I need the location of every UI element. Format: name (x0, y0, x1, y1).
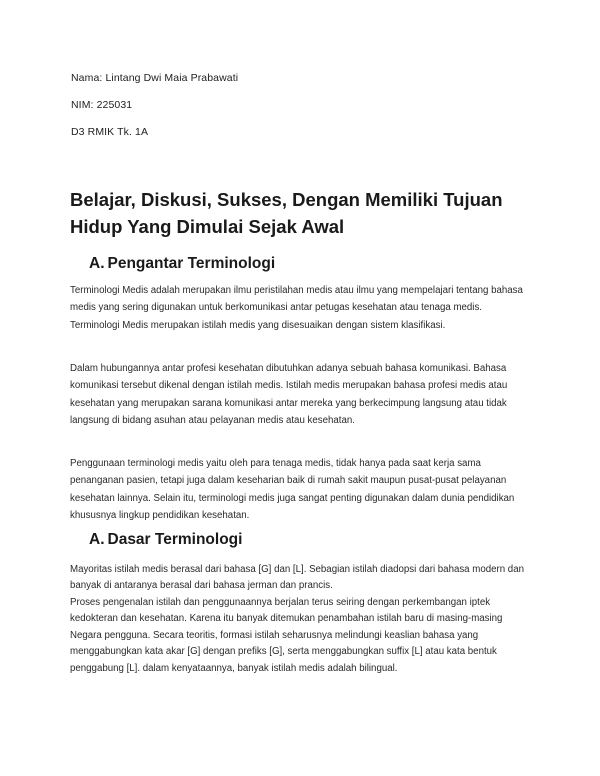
section-heading-text: Dasar Terminologi (107, 531, 243, 548)
paragraph: Penggunaan terminologi medis yaitu oleh para tenaga medis, tidak hanya pada saat kerja sama penanganan pasien, tetapi juga dalam keseharian baik di rumah sakit maupun pusat-pusat pelayanan kesehatan lainnya. Selain itu, terminologi medis juga sangat penting digunakan dalam dunia pendidikan khususnya lingkup pendidikan kesehatan. (70, 458, 515, 521)
paragraph: Proses pengenalan istilah dan penggunaannya berjalan terus seiring dengan perkembangan iptek kedokteran dan kesehatan. Karena itu banyak ditemukan penambahan istilah baru di masing-masing Negara pengguna. Secara teoritis, formasi istilah seharusnya melindungi keaslian bahasa yang menggabungkan kata akar [G] dengan prefiks [G], serta menggabungkan suffix [L] atau kata bentuk penggabung [L]. dalam kenyataannya, banyak istilah medis adalah bilingual. (70, 597, 503, 674)
paragraph: Mayoritas istilah medis berasal dari bahasa [G] dan [L]. Sebagian istilah diadopsi dari bahasa modern dan banyak di antaranya berasal dari bahasa jerman dan prancis. (70, 564, 524, 592)
section-number: A. (89, 531, 105, 548)
paragraph: Terminologi Medis adalah merupakan ilmu peristilahan medis atau ilmu yang mempelajari tentang bahasa medis yang sering digunakan untuk berkomunikasi antar petugas kesehatan atau tenaga medis. Terminologi Medis merupakan istilah medis yang disesuaikan dengan sistem klasifikasi. (70, 285, 523, 331)
paragraph: Dalam hubungannya antar profesi kesehatan dibutuhkan adanya sebuah bahasa komunikasi. Bahasa komunikasi tersebut dikenal dengan istilah medis. Istilah medis merupakan bahasa profesi medis atau kesehatan yang merupakan sarana komunikasi antar mereka yang berkecimpung langsung atau tidak langsung di bidang asuhan atau pelayanan medis atau kesehatan. (70, 363, 508, 426)
student-class: D3 RMIK Tk. 1A (71, 126, 149, 138)
section-number: A. (89, 255, 105, 272)
student-nim: NIM: 225031 (71, 99, 133, 111)
student-name: Nama: Lintang Dwi Maia Prabawati (71, 72, 239, 84)
section-heading-dasar (89, 531, 242, 549)
section-heading-pengantar (89, 255, 275, 273)
section-heading-text: Pengantar Terminologi (107, 255, 276, 272)
document-title: Belajar, Diskusi, Sukses, Dengan Memiliki Tujuan Hidup Yang Dimulai Sejak Awal (70, 189, 503, 237)
